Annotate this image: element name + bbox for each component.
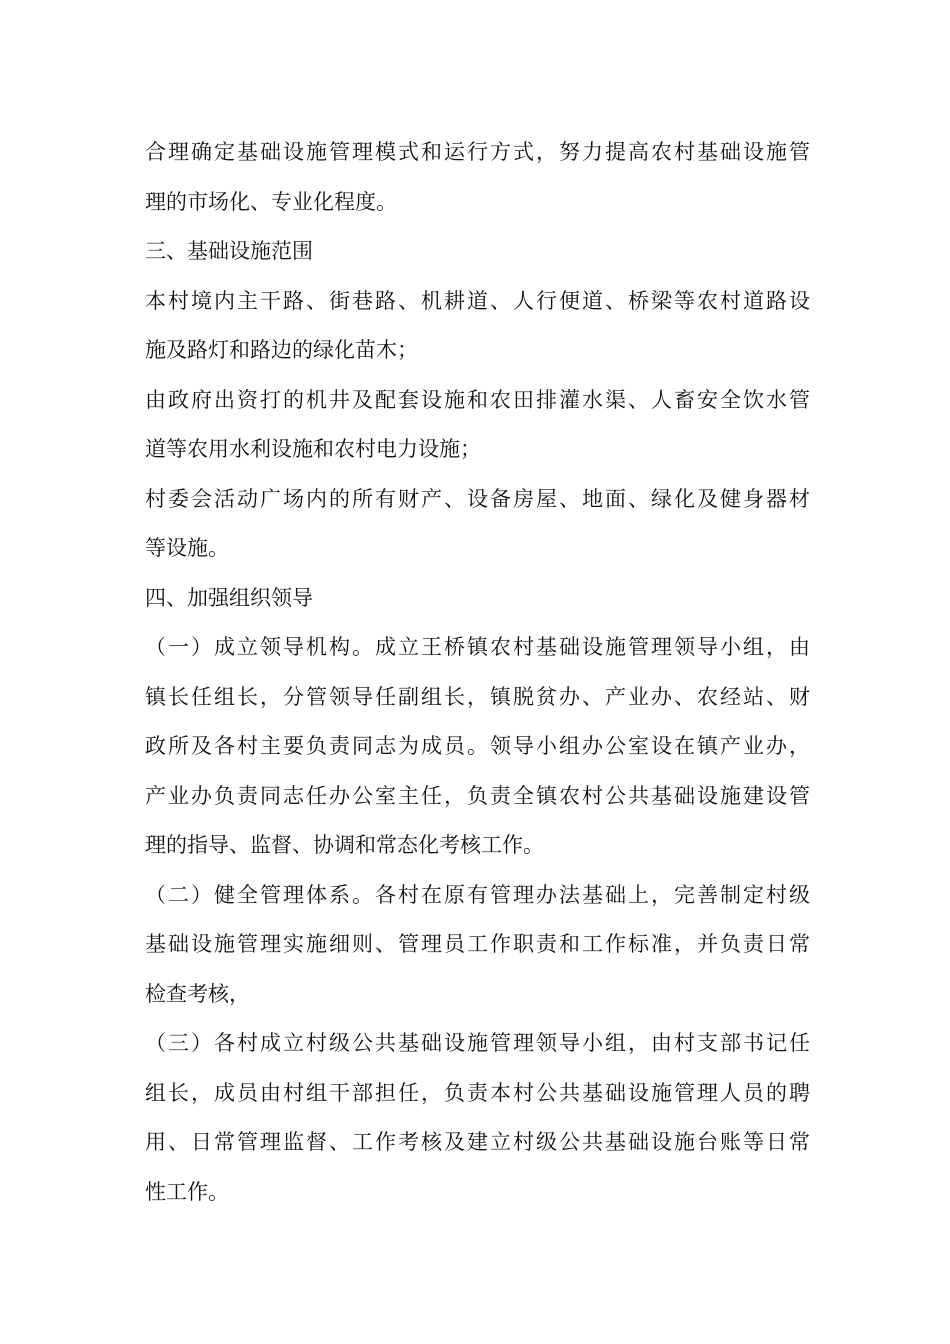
text-line: 由政府出资打的机井及配套设施和农田排灌水渠、人畜安全饮水管 <box>145 387 810 412</box>
text-line: 本村境内主干路、街巷路、机耕道、人行便道、桥梁等农村道路设 <box>145 288 810 313</box>
text-line: 道等农用水利设施和农村电力设施； <box>145 437 481 461</box>
text-line: 村委会活动广场内的所有财产、设备房屋、地面、绿化及健身器材 <box>145 486 810 511</box>
text-line: 用、日常管理监督、工作考核及建立村级公共基础设施台账等日常 <box>145 1130 810 1154</box>
text-line: 理的市场化、专业化程度。 <box>145 189 397 214</box>
text-line: 组长，成员由村组干部担任，负责本村公共基础设施管理人员的聘 <box>145 1080 810 1105</box>
text-line: 检查考核， <box>145 981 250 1006</box>
text-line: （二）健全管理体系。各村在原有管理办法基础上，完善制定村级 <box>145 882 810 907</box>
text-line: 基础设施管理实施细则、管理员工作职责和工作标准，并负责日常 <box>145 932 810 956</box>
section-heading: 四、加强组织领导 <box>145 585 313 610</box>
document-body <box>145 128 810 1217</box>
text-line: 等设施。 <box>145 536 229 560</box>
text-line: 产业办负责同志任办公室主任，负责全镇农村公共基础设施建设管 <box>145 783 810 808</box>
text-line: 施及路灯和路边的绿化苗木； <box>145 338 418 362</box>
text-line: 镇长任组长，分管领导任副组长，镇脱贫办、产业办、农经站、财 <box>145 684 810 709</box>
text-line: 理的指导、监督、协调和常态化考核工作。 <box>145 833 544 857</box>
text-line: 合理确定基础设施管理模式和运行方式，努力提高农村基础设施管 <box>145 140 810 164</box>
section-heading: 三、基础设施范围 <box>145 239 313 263</box>
text-line: （一）成立领导机构。成立王桥镇农村基础设施管理领导小组，由 <box>145 635 810 659</box>
text-line: 性工作。 <box>145 1179 229 1204</box>
text-line: （三）各村成立村级公共基础设施管理领导小组，由村支部书记任 <box>145 1031 810 1055</box>
text-line: 政所及各村主要负责同志为成员。领导小组办公室设在镇产业办， <box>145 734 810 758</box>
